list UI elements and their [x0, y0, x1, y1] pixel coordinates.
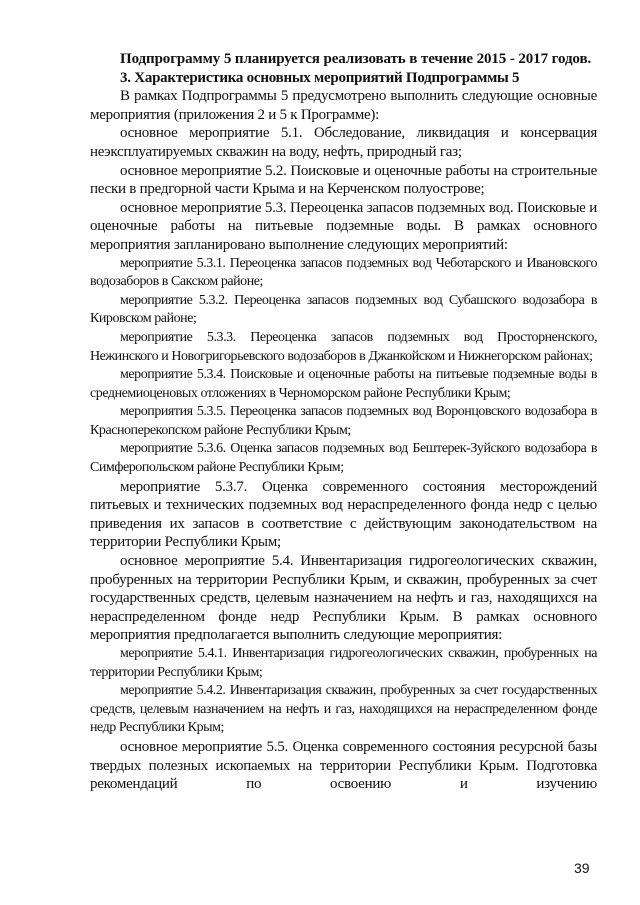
paragraph-measure-5-3-7: мероприятие 5.3.7. Оценка современного состояния месторождений питьевых и технических подземных вод нераспределенного фонда недр с целью приведения их запасов в соответствие с действующим законодательством на территории Республики Крым;	[90, 478, 597, 551]
section-heading: 3. Характеристика основных мероприятий Подпрограммы 5	[120, 69, 520, 86]
page-number: 39	[574, 860, 590, 876]
paragraph-intro-measures: В рамках Подпрограммы 5 предусмотрено выполнить следующие основные мероприятия (приложения 2 и 5 к Программе):	[90, 88, 597, 123]
paragraph-measure-5-3-4: мероприятие 5.3.4. Поисковые и оценочные работы на питьевые подземные воды в среднемиоценовых отложениях в Черноморском районе Республики Крым;	[90, 367, 597, 401]
paragraph-measure-5-3-6: мероприятие 5.3.6. Оценка запасов подземных вод Бештерек-Зуйского водозабора в Симферопольском районе Республики Крым;	[90, 441, 597, 476]
paragraph-measure-5-3-1: мероприятие 5.3.1. Переоценка запасов подземных вод Чеботарского и Ивановского водозаборов в Сакском районе;	[90, 255, 597, 290]
paragraph-measure-5-4-2: мероприятие 5.4.2. Инвентаризация скважин, пробуренных за счет государственных средств, целевым назначением на нефть и газ, находящихся на нераспределенном фонде недр Республики Крым;	[90, 683, 597, 736]
paragraph-measure-5-3: основное мероприятие 5.3. Переоценка запасов подземных вод. Поисковые и оценочные работы на питьевые подземные воды. В рамках основного мероприятия запланировано выполнение следующих мероприятий:	[90, 199, 597, 253]
paragraph-measure-5-5: основное мероприятие 5.5. Оценка современного состояния ресурсной базы твердых полезных ископаемых на территории Республики Крым. Подготовка рекомендаций по освоению и изучению	[90, 738, 597, 793]
paragraph-measure-5-4: основное мероприятие 5.4. Инвентаризация гидрогеологических скважин, пробуренных на территории Республики Крым, и скважин, пробуренных за счет государственных средств, целевым назначением на нефть и газ, находящихся на нераспределенном фонде недр Республики Крым. В рамках основного мероприятия предполагается выполнить следующие мероприятия:	[90, 553, 597, 644]
paragraph-measure-5-3-3: мероприятие 5.3.3. Переоценка запасов подземных вод Просторненского, Нежинского и Новогригорьевского водозаборов в Джанкойском и Нижнегорском районах;	[90, 329, 597, 364]
document-body	[90, 50, 597, 794]
paragraph-measure-5-2: основное мероприятие 5.2. Поисковые и оценочные работы на строительные пески в предгорной части Крыма и на Керченском полуострове;	[90, 162, 597, 198]
paragraph-measure-5-4-1: мероприятие 5.4.1. Инвентаризация гидрогеологических скважин, пробуренных на территории Республики Крым;	[90, 646, 597, 680]
intro-paragraph: Подпрограмму 5 планируется реализовать в течение 2015 - 2017 годов.	[120, 51, 592, 67]
paragraph-measure-5-3-2: мероприятие 5.3.2. Переоценка запасов подземных вод Субашского водозабора в Кировском районе;	[90, 292, 597, 327]
paragraph-measure-5-3-5: мероприятия 5.3.5. Переоценка запасов подземных вод Воронцовского водозабора в Красноперекопском районе Республики Крым;	[90, 404, 597, 438]
paragraph-measure-5-1: основное мероприятие 5.1. Обследование, ликвидация и консервация неэксплуатируемых скважин на воду, нефть, природный газ;	[90, 125, 597, 160]
